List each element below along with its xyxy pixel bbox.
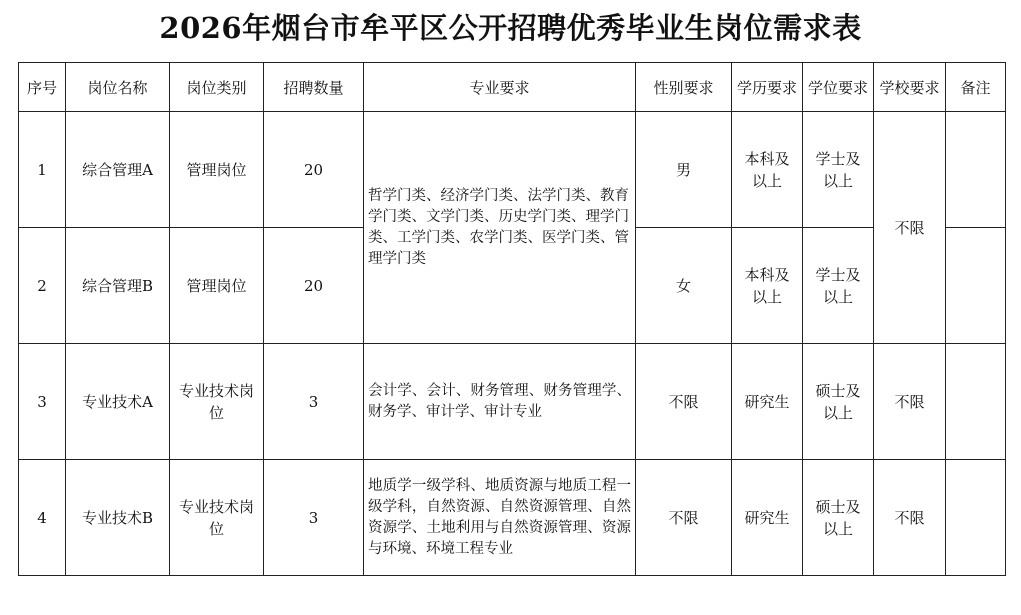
- cell-count: 20: [264, 228, 364, 344]
- cell-remarks: [946, 228, 1006, 344]
- header-cell-major: 专业要求: [364, 63, 636, 112]
- cell-education: 研究生: [732, 344, 803, 460]
- cell-count: 20: [264, 112, 364, 228]
- cell-remarks: [946, 112, 1006, 228]
- header-cell-remarks: 备注: [946, 63, 1006, 112]
- header-cell-count: 招聘数量: [264, 63, 364, 112]
- cell-no: 4: [19, 460, 66, 576]
- cell-no: 3: [19, 344, 66, 460]
- cell-name: 专业技术A: [66, 344, 170, 460]
- cell-major-shared: 哲学门类、经济学门类、法学门类、教育学门类、文学门类、历史学门类、理学门类、工学门类、农学门类、医学门类、管理学门类: [364, 112, 636, 344]
- cell-school: 不限: [874, 344, 946, 460]
- header-cell-school: 学校要求: [874, 63, 946, 112]
- cell-school: 不限: [874, 460, 946, 576]
- table-row: [19, 112, 1006, 228]
- cell-degree: 硕士及以上: [803, 344, 874, 460]
- table-row: [19, 344, 1006, 460]
- cell-no: 2: [19, 228, 66, 344]
- cell-remarks: [946, 460, 1006, 576]
- cell-gender: 女: [636, 228, 732, 344]
- cell-education: 本科及以上: [732, 112, 803, 228]
- cell-gender: 不限: [636, 344, 732, 460]
- cell-major: 地质学一级学科、地质资源与地质工程一级学科，自然资源、自然资源管理、自然资源学、土地利用与自然资源管理、资源与环境、环境工程专业: [364, 460, 636, 576]
- header-cell-degree: 学位要求: [803, 63, 874, 112]
- cell-education: 研究生: [732, 460, 803, 576]
- cell-remarks: [946, 344, 1006, 460]
- cell-count: 3: [264, 344, 364, 460]
- job-requirements-table: [18, 62, 1006, 576]
- cell-name: 综合管理B: [66, 228, 170, 344]
- header-cell-name: 岗位名称: [66, 63, 170, 112]
- cell-count: 3: [264, 460, 364, 576]
- cell-name: 专业技术B: [66, 460, 170, 576]
- page-title: 2026年烟台市牟平区公开招聘优秀毕业生岗位需求表: [159, 11, 862, 45]
- header-cell-category: 岗位类别: [170, 63, 264, 112]
- cell-major: 会计学、会计、财务管理、财务管理学、财务学、审计学、审计专业: [364, 344, 636, 460]
- cell-category: 管理岗位: [170, 228, 264, 344]
- cell-gender: 男: [636, 112, 732, 228]
- cell-degree: 硕士及以上: [803, 460, 874, 576]
- header-cell-no: 序号: [19, 63, 66, 112]
- cell-gender: 不限: [636, 460, 732, 576]
- cell-education: 本科及以上: [732, 228, 803, 344]
- cell-name: 综合管理A: [66, 112, 170, 228]
- cell-no: 1: [19, 112, 66, 228]
- header-cell-gender: 性别要求: [636, 63, 732, 112]
- cell-school-shared: 不限: [874, 112, 946, 344]
- header-cell-education: 学历要求: [732, 63, 803, 112]
- cell-degree: 学士及以上: [803, 112, 874, 228]
- table-row: [19, 460, 1006, 576]
- cell-category: 专业技术岗位: [170, 460, 264, 576]
- cell-category: 管理岗位: [170, 112, 264, 228]
- cell-degree: 学士及以上: [803, 228, 874, 344]
- header-row: [19, 63, 1006, 112]
- cell-category: 专业技术岗位: [170, 344, 264, 460]
